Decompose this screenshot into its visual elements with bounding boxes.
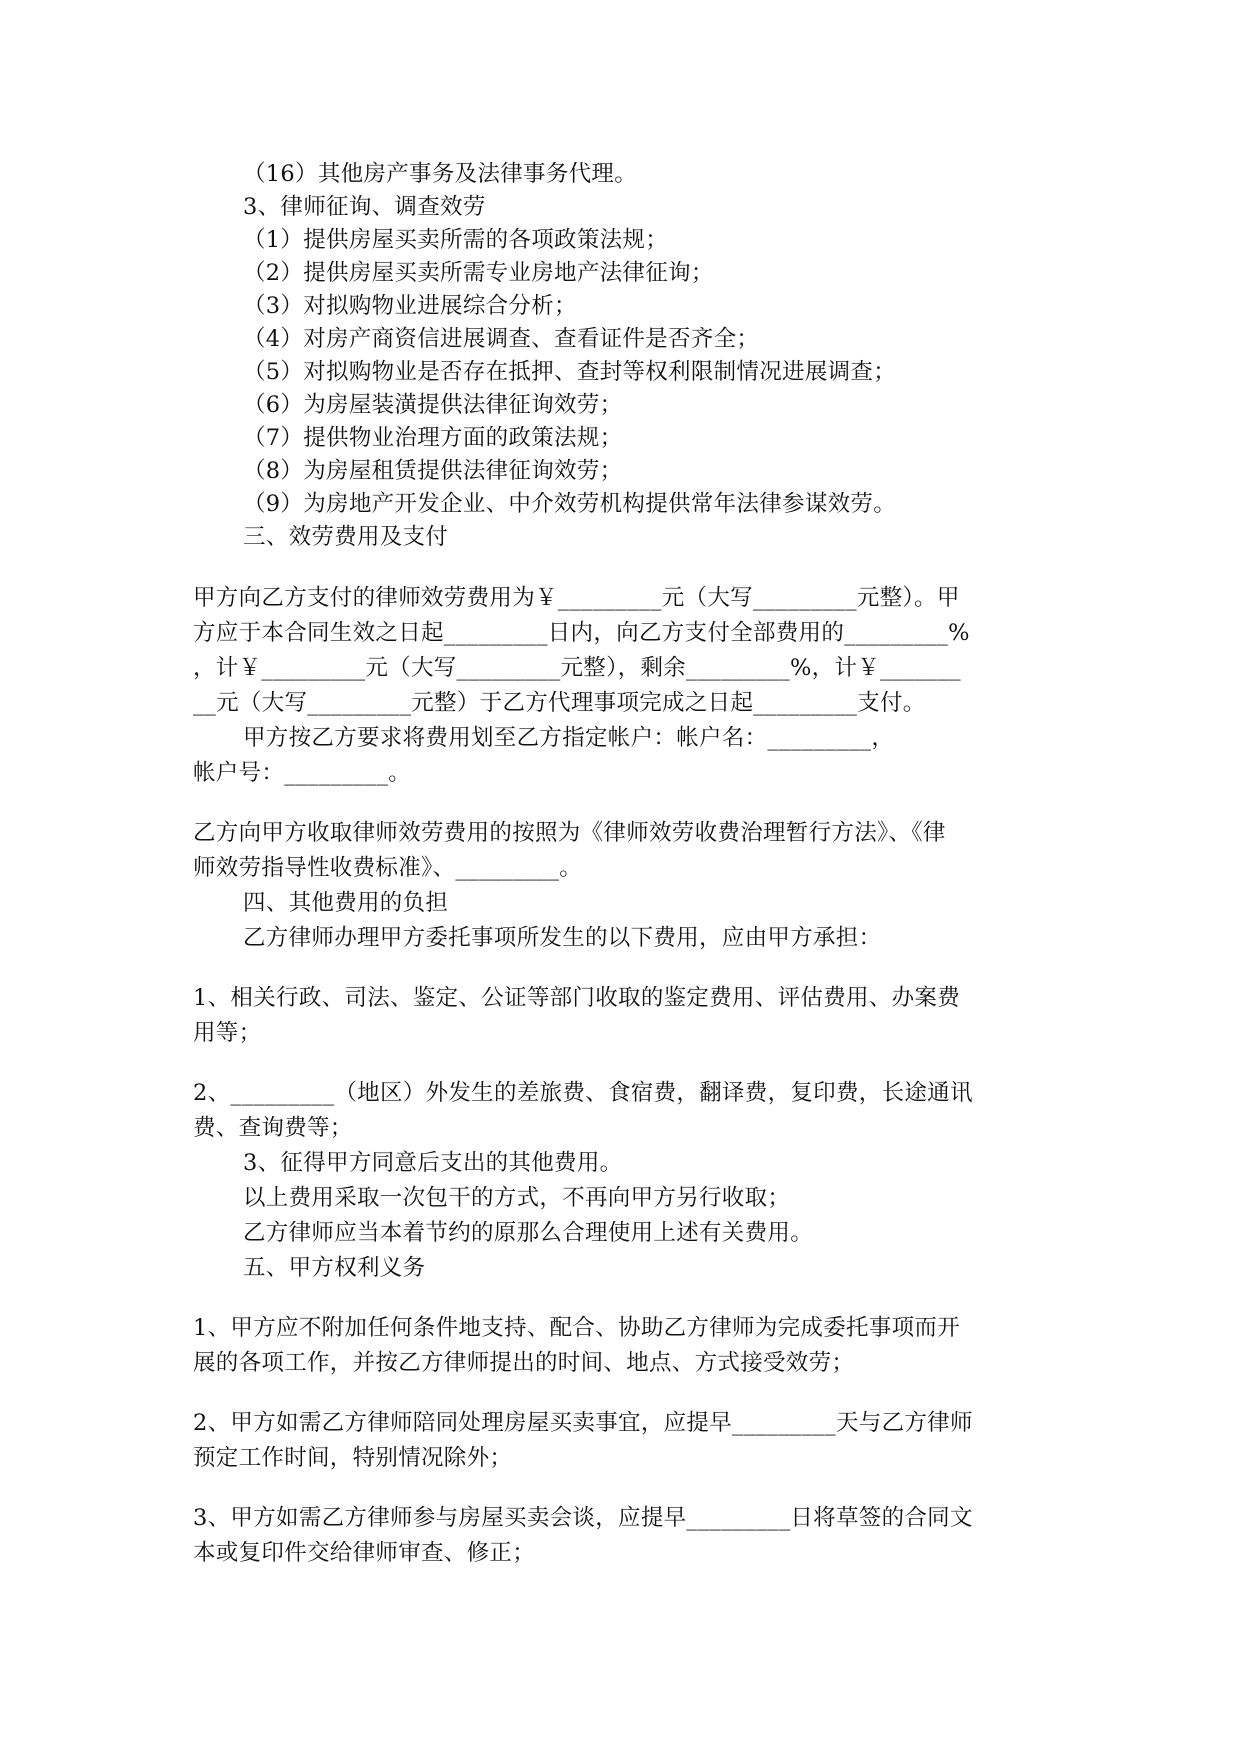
- paragraph-line: 1、相关行政、司法、鉴定、公证等部门收取的鉴定费用、评估费用、办案费: [193, 985, 961, 1011]
- section-heading-three: 三、效劳费用及支付: [243, 524, 449, 550]
- section-heading-five: 五、甲方权利义务: [243, 1255, 426, 1281]
- paragraph-line: 费、查询费等；: [193, 1115, 353, 1141]
- paragraph-line: 3、征得甲方同意后支出的其他费用。: [243, 1150, 623, 1176]
- list-item-4: （4）对房产商资信进展调查、查看证件是否齐全；: [243, 326, 760, 352]
- paragraph-line: 展的各项工作，并按乙方律师提出的时间、地点、方式接受效劳；: [193, 1350, 855, 1376]
- paragraph-line: 甲方按乙方要求将费用划至乙方指定帐户：帐户名：_________，: [243, 725, 895, 751]
- list-item-9: （9）为房地产开发企业、中介效劳机构提供常年法律参谋效劳。: [243, 491, 897, 517]
- paragraph-line: 用等；: [193, 1020, 262, 1046]
- paragraph-line: 2、_________（地区）外发生的差旅费、食宿费，翻译费，复印费，长途通讯: [193, 1080, 973, 1106]
- paragraph-line: 甲方向乙方支付的律师效劳费用为￥_________元（大写_________元整）。甲: [193, 585, 960, 611]
- paragraph-line: __元（大写_________元整）于乙方代理事项完成之日起_________支付。: [193, 690, 926, 716]
- paragraph-line: 以上费用采取一次包干的方式，不再向甲方另行收取；: [243, 1185, 791, 1211]
- paragraph-line: 乙方律师办理甲方委托事项所发生的以下费用，应由甲方承担：: [243, 925, 882, 951]
- list-item-7: （7）提供物业治理方面的政策法规；: [243, 425, 623, 451]
- paragraph-line: 预定工作时间，特别情况除外；: [193, 1445, 513, 1471]
- paragraph-line: 乙方向甲方收取律师效劳费用的按照为《律师效劳收费治理暂行方法》、《律: [193, 820, 946, 846]
- section-heading-four: 四、其他费用的负担: [243, 890, 449, 916]
- list-item-3: （3）对拟购物业进展综合分析；: [243, 293, 577, 319]
- paragraph-line: 1、甲方应不附加任何条件地支持、配合、协助乙方律师为完成委托事项而开: [193, 1315, 961, 1341]
- list-item-8: （8）为房屋租赁提供法律征询效劳；: [243, 458, 623, 484]
- paragraph-line: ，计￥_________元（大写_________元整），剩余_________%，计￥_______: [193, 655, 961, 681]
- list-item-5: （5）对拟购物业是否存在抵押、查封等权利限制情况进展调查；: [243, 359, 897, 385]
- section-heading-3: 3、律师征询、调查效劳: [243, 194, 486, 220]
- item-16: （16）其他房产事务及法律事务代理。: [243, 161, 638, 187]
- list-item-1: （1）提供房屋买卖所需的各项政策法规；: [243, 227, 669, 253]
- paragraph-line: 2、甲方如需乙方律师陪同处理房屋买卖事宜，应提早_________天与乙方律师: [193, 1410, 973, 1436]
- paragraph-line: 本或复印件交给律师审查、修正；: [193, 1540, 536, 1566]
- paragraph-line: 方应于本合同生效之日起_________日内，向乙方支付全部费用的_________%: [193, 620, 970, 646]
- list-item-6: （6）为房屋装潢提供法律征询效劳；: [243, 392, 623, 418]
- paragraph-line: 乙方律师应当本着节约的原那么合理使用上述有关费用。: [243, 1220, 814, 1246]
- paragraph-line: 3、甲方如需乙方律师参与房屋买卖会谈，应提早_________日将草签的合同文: [193, 1505, 973, 1531]
- paragraph-line: 师效劳指导性收费标准》、_________。: [193, 855, 583, 881]
- paragraph-line: 帐户号：_________。: [193, 760, 411, 786]
- list-item-2: （2）提供房屋买卖所需专业房地产法律征询；: [243, 260, 714, 286]
